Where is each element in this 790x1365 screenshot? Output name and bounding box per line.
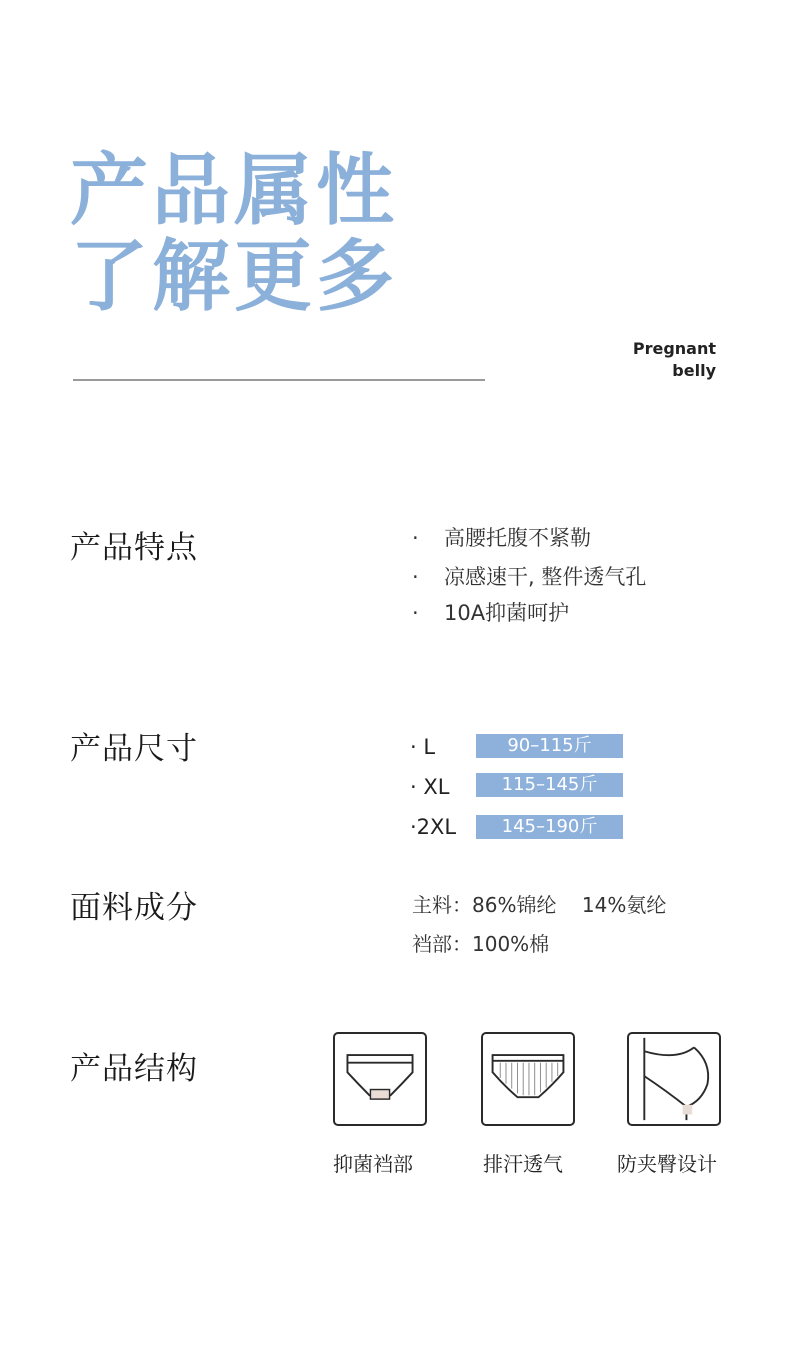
struct-label-anti-wedgie: 防夹臀设计 [617, 1152, 717, 1176]
sizes-title: 产品尺寸 [70, 731, 198, 767]
structure-title: 产品结构 [70, 1051, 198, 1087]
feature-item [412, 561, 646, 591]
anti-wedgie-icon [627, 1032, 721, 1126]
feature-text: 凉感速干, 整件透气孔 [444, 565, 647, 589]
hero-title-line-1: 产品属性 [70, 146, 399, 236]
struct-label-breathable: 排汗透气 [483, 1152, 563, 1176]
brand-line-1: Pregnant [632, 339, 716, 358]
size-range-2xl: 145–190斤 [476, 815, 623, 839]
struct-label-antibacterial: 抑菌裆部 [333, 1152, 413, 1176]
breathable-icon [481, 1032, 575, 1126]
bullet: · [412, 601, 419, 625]
features-title: 产品特点 [70, 530, 198, 566]
fabric-crotch: 裆部：100%棉 [412, 932, 550, 956]
size-range-xl: 115–145斤 [476, 773, 623, 797]
size-range-l: 90–115斤 [476, 734, 623, 758]
brand-logo [633, 338, 716, 382]
feature-item [412, 522, 591, 552]
bullet: · [412, 526, 419, 550]
fabric-main: 主料：86%锦纶 14%氨纶 [412, 893, 667, 917]
feature-text: 高腰托腹不紧勒 [444, 526, 591, 550]
feature-item [412, 597, 569, 627]
size-label-2xl: ·2XL [410, 815, 457, 839]
feature-text: 10A抑菌呵护 [444, 601, 570, 625]
bullet: · [412, 565, 419, 589]
size-label-l: · L [410, 735, 436, 759]
divider [73, 379, 485, 381]
antibacterial-crotch-icon [333, 1032, 427, 1126]
size-label-xl: · XL [410, 775, 450, 799]
hero-title-line-2: 了解更多 [70, 232, 399, 322]
brand-line-2: belly [672, 361, 716, 380]
fabric-title: 面料成分 [70, 890, 198, 926]
